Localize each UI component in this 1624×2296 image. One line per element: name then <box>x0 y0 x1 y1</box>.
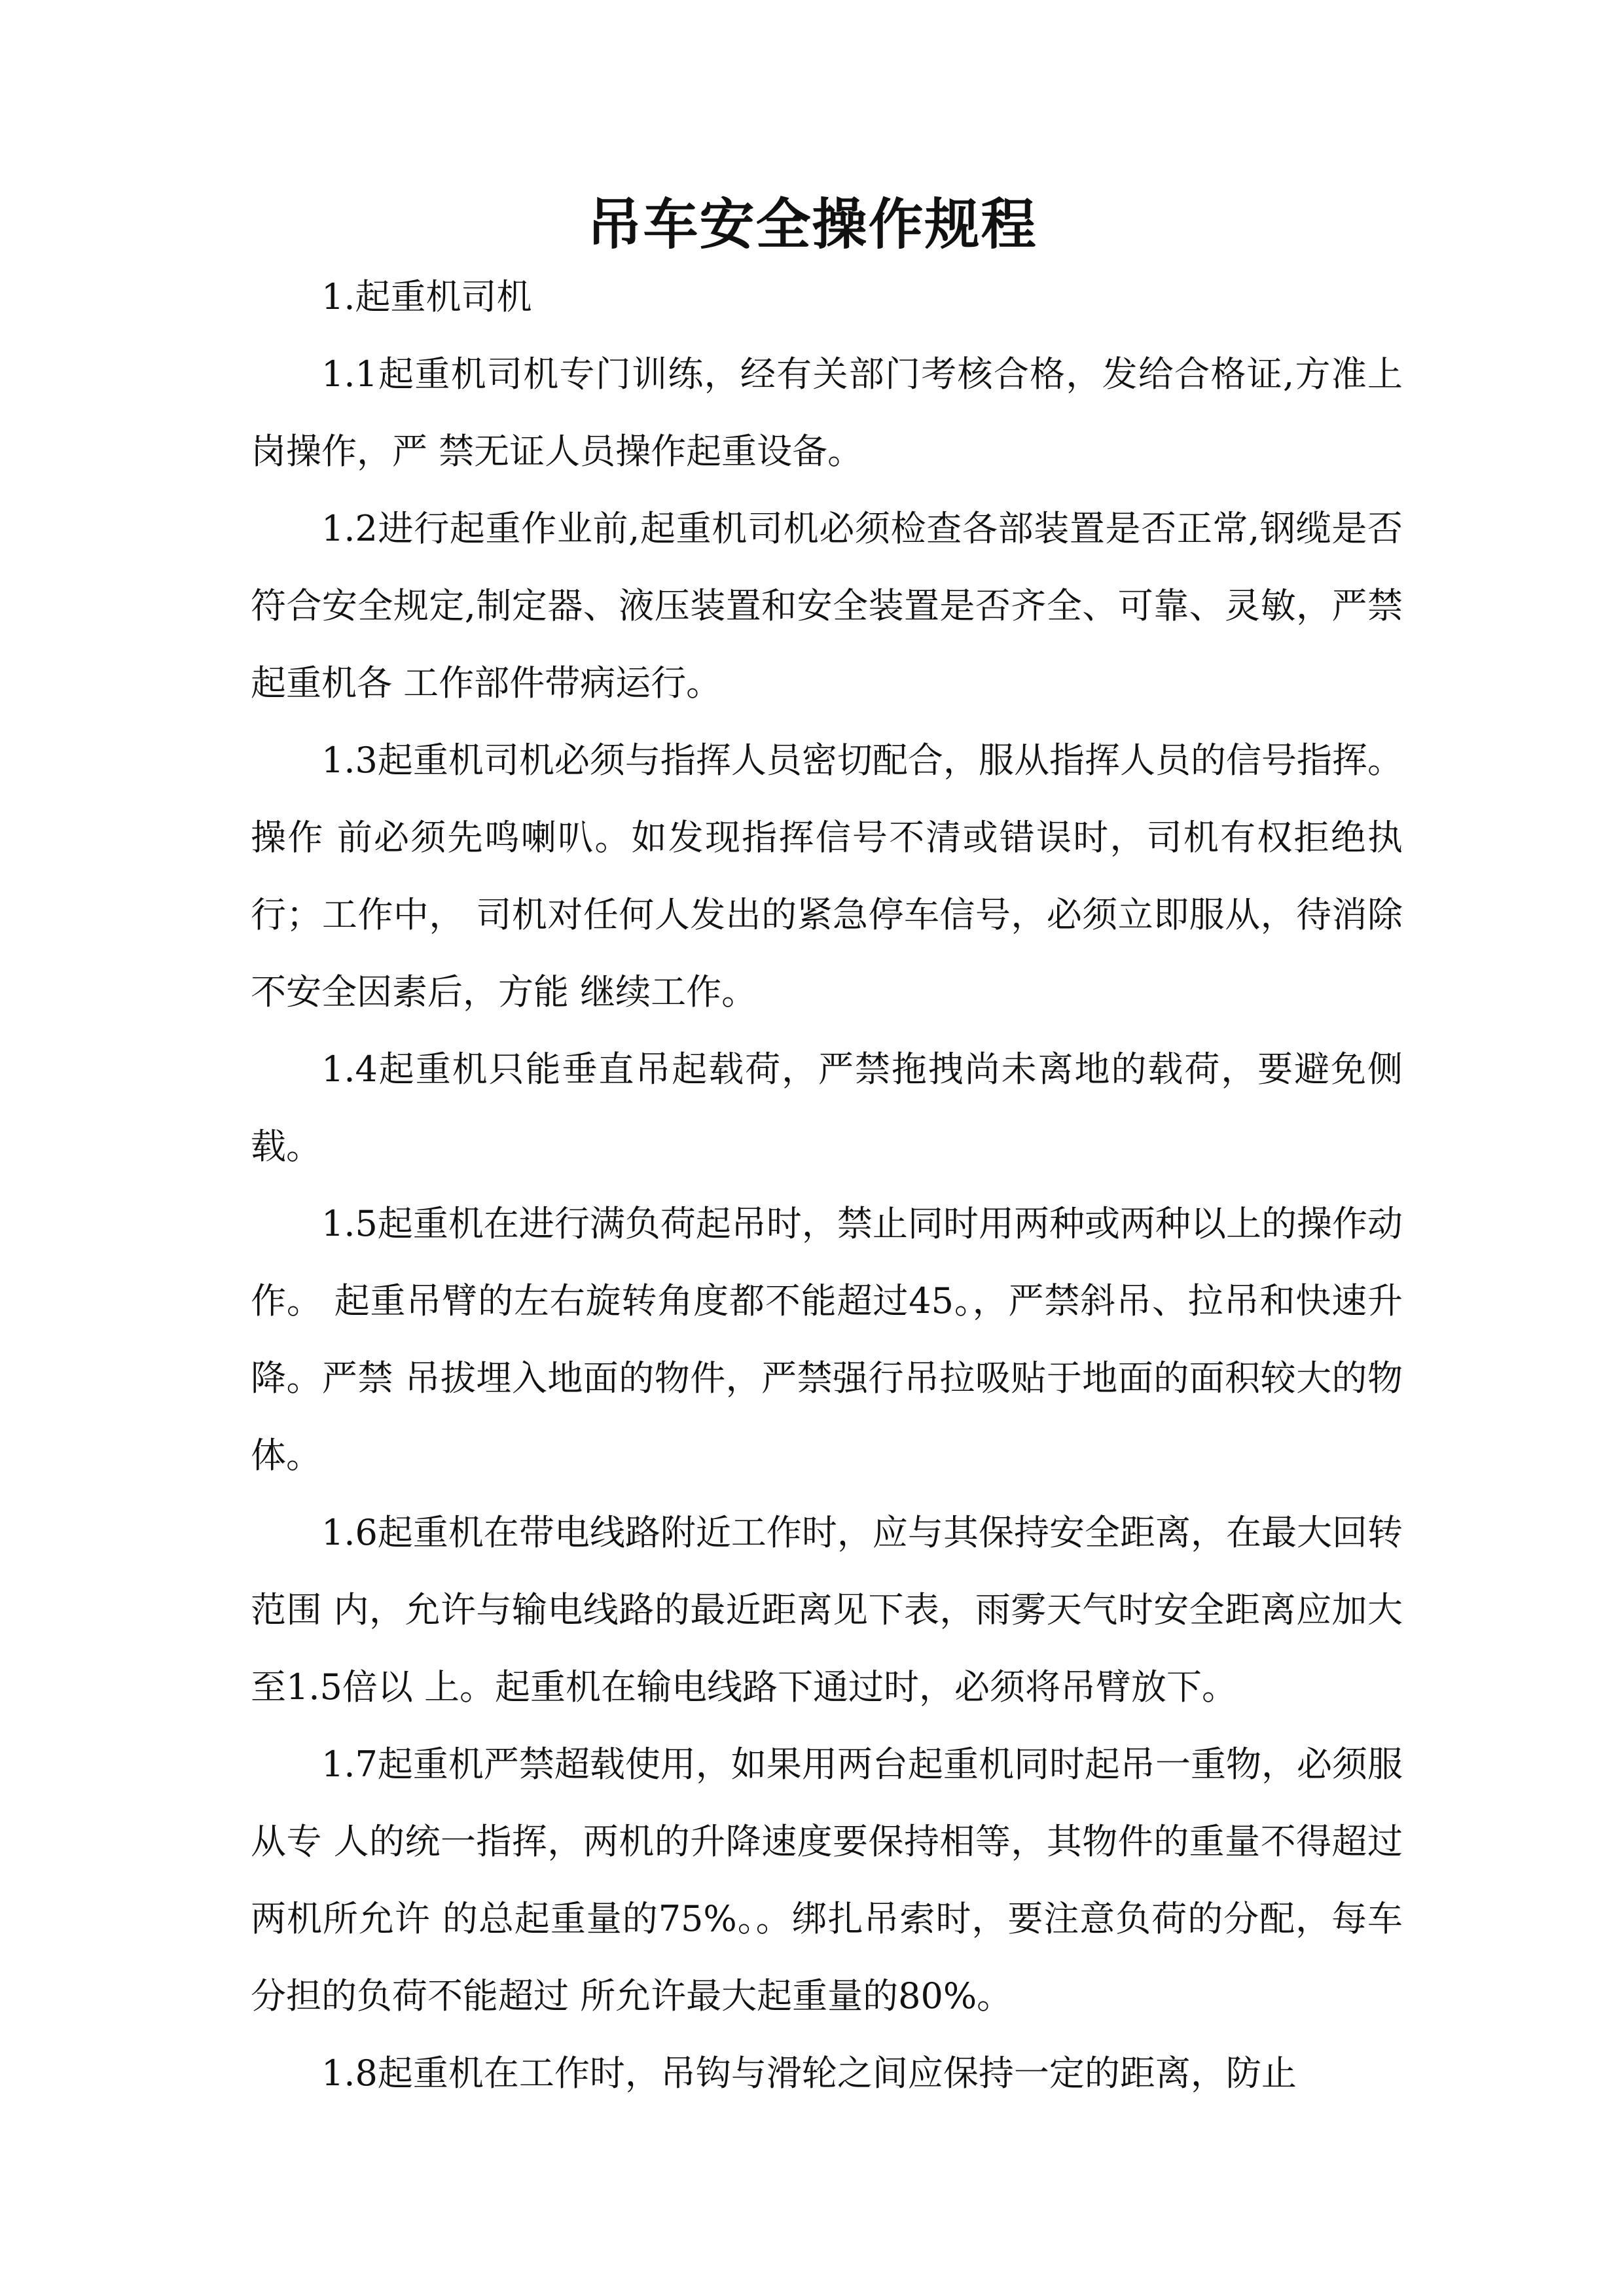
paragraph-1-3: 1.3起重机司机必须与指挥人员密切配合，服从指挥人员的信号指挥。操作 前必须先鸣喇叭。如发现指挥信号不清或错误时，司机有权拒绝执行；工作中， 司机对任何人发出的紧急停车信号，必须立即服从，待消除不安全因素后，方能 继续工作。 <box>251 740 1403 1013</box>
paragraph-1-7: 1.7起重机严禁超载使用，如果用两台起重机同时起吊一重物，必须服从专 人的统一指挥，两机的升降速度要保持相等，其物件的重量不得超过两机所允许 的总起重量的75%。。绑扎吊索时，要注意负荷的分配，每车分担的负荷不能超过 所允许最大起重量的80%。 <box>251 1744 1403 2017</box>
section-heading: 1.起重机司机 <box>321 276 532 317</box>
paragraph-1-8: 1.8起重机在工作时，吊钩与滑轮之间应保持一定的距离，防止 <box>321 2053 1297 2094</box>
paragraph-1-5: 1.5起重机在进行满负荷起吊时，禁止同时用两种或两种以上的操作动作。 起重吊臂的左右旋转角度都不能超过45。，严禁斜吊、拉吊和快速升降。严禁 吊拔埋入地面的物件，严禁强行吊拉吸贴于地面的面积较大的物体。 <box>251 1203 1403 1476</box>
paragraph-1-1: 1.1起重机司机专门训练，经有关部门考核合格，发给合格证,方准上岗操作，严 禁无证人员操作起重设备。 <box>251 353 1403 472</box>
document-title: 吊车安全操作规程 <box>586 192 1038 257</box>
paragraph-1-6: 1.6起重机在带电线路附近工作时，应与其保持安全距离，在最大回转范围 内，允许与输电线路的最近距离见下表，雨雾天气时安全距离应加大至1.5倍以 上。起重机在输电线路下通过时，必须将吊臂放下。 <box>251 1512 1403 1708</box>
paragraph-1-2: 1.2进行起重作业前,起重机司机必须检查各部装置是否正常,钢缆是否符合安全规定,制定器、液压装置和安全装置是否齐全、可靠、灵敏，严禁起重机各 工作部件带病运行。 <box>251 508 1403 704</box>
document-body <box>251 259 1403 2112</box>
paragraph-1-4: 1.4起重机只能垂直吊起载荷，严禁拖拽尚未离地的载荷，要避免侧载。 <box>251 1049 1403 1167</box>
